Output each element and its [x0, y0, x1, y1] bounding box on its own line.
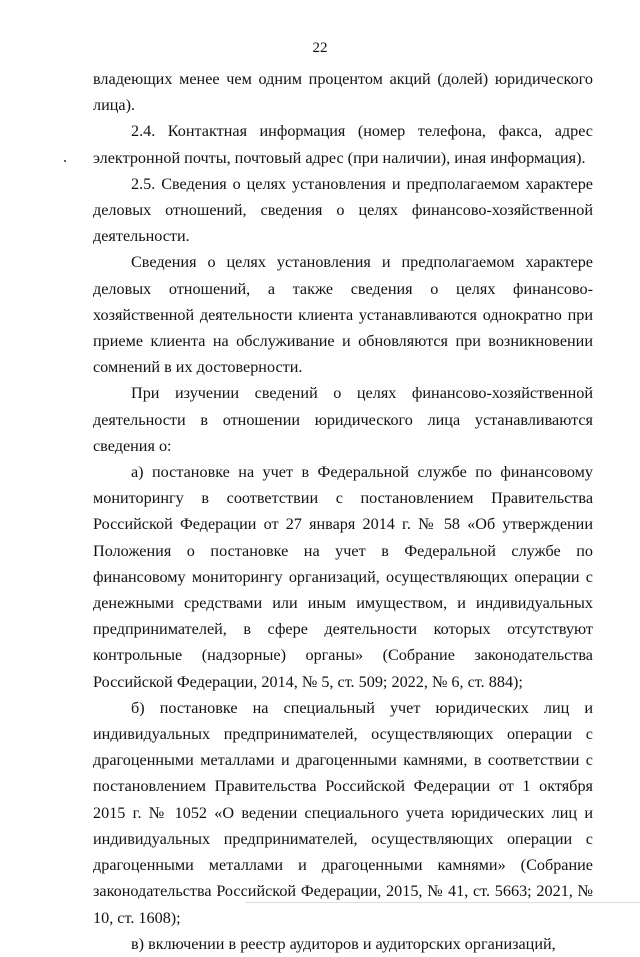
document-body — [93, 66, 593, 957]
paragraph-continuation: владеющих менее чем одним процентом акций (долей) юридического лица). — [93, 70, 593, 115]
paragraph-2-5-business-goals: 2.5. Сведения о целях установления и предполагаемом характере деловых отношений, сведения о целях финансово-хозяйственной деятельности. — [93, 174, 593, 246]
paragraph-legal-entity-intro: При изучении сведений о целях финансово-хозяйственной деятельности в отношении юридического лица устанавливаются сведения о: — [93, 384, 593, 455]
paragraph-goals-established: Сведения о целях установления и предполагаемом характере деловых отношений, а также сведения о целях финансово-хозяйственной деятельности клиента устанавливаются однократно при приеме клиента на обслуживание и обновляются при возникновении сомнений в их достоверности. — [93, 253, 593, 377]
list-item-c: в) включении в реестр аудиторов и аудиторских организаций, — [131, 934, 556, 953]
paragraph-2-4-contact-info: 2.4. Контактная информация (номер телефона, факса, адрес электронной почты, почтовый адрес (при наличии), иная информация). — [93, 122, 593, 167]
list-item-a: а) постановке на учет в Федеральной службе по финансовому мониторингу в соответствии с постановлением Правительства Российской Федерации от 27 января 2014 г. № 58 «Об утверждении Положения о постановке на учет в Федеральной службе по финансовому мониторингу организаций, осуществляющих операции с денежными средствами или иным имуществом, и индивидуальных предпринимателей, в сфере деятельности которых отсутствуют контрольные (надзорные) органы» (Собрание законодательства Российской Федерации, 2014, № 5, ст. 509; 2022, № 6, ст. 884); — [93, 463, 593, 691]
list-item-b: б) постановке на специальный учет юридических лиц и индивидуальных предпринимателей, осуществляющих операции с драгоценными металлами и драгоценными камнями, в соответствии с постановлением Правительства Российской Федерации от 1 октября 2015 г. № 1052 «О ведении специального учета юридических лиц и индивидуальных предпринимателей, осуществляющих операции с драгоценными металлами и драгоценными камнями» (Собрание законодательства Российской Федерации, 2015, № 41, ст. 5663; 2021, № 10, ст. 1608); — [93, 698, 593, 927]
scan-speck — [64, 160, 66, 162]
scan-edge — [245, 902, 640, 903]
page-number: 22 — [312, 40, 328, 56]
